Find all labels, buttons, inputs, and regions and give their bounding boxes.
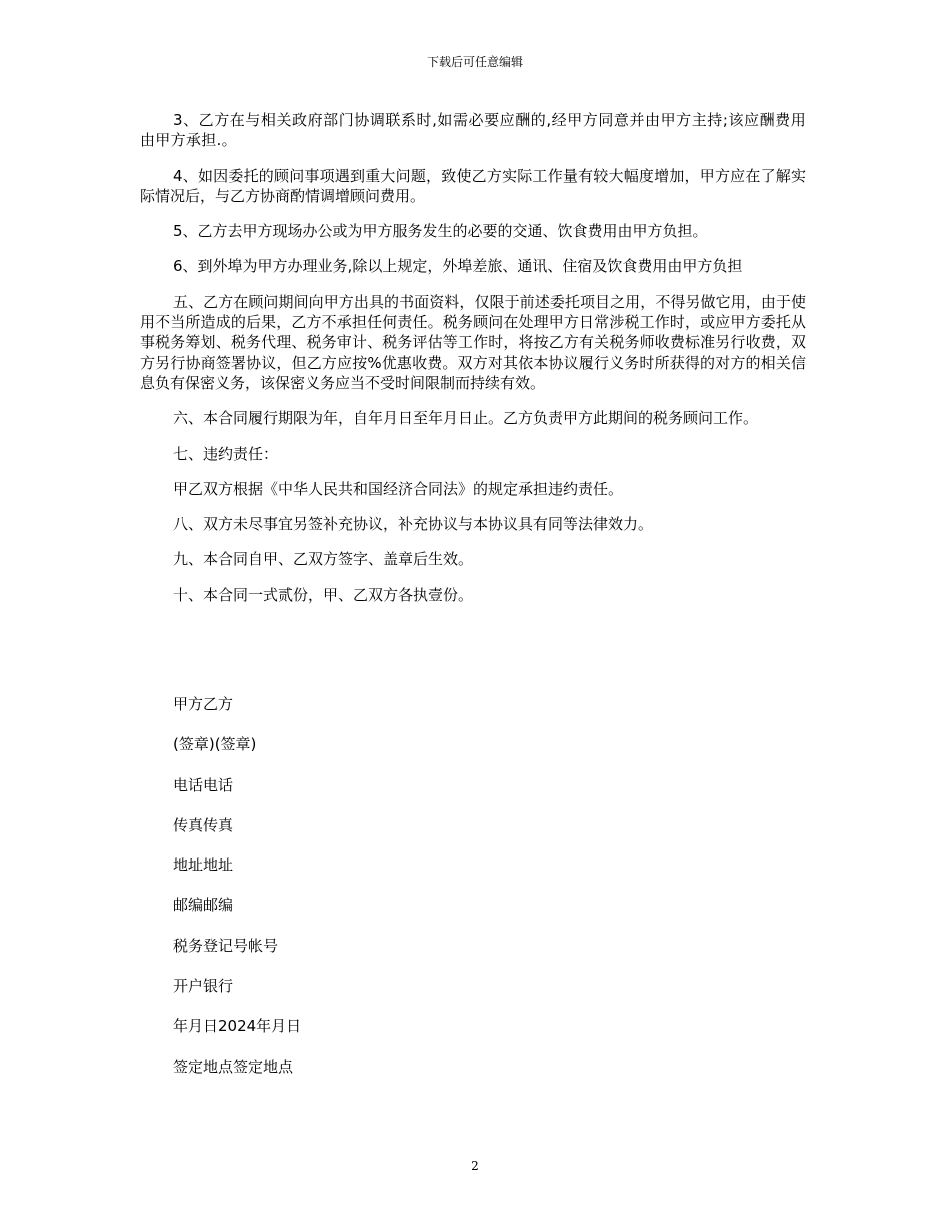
- signature-parties: 甲方乙方: [173, 695, 234, 713]
- page-number: 2: [471, 1159, 479, 1173]
- contract-body: [140, 110, 806, 620]
- signature-tax-account: 税务登记号帐号: [173, 936, 279, 955]
- article-9-effectiveness: 九、本合同自甲、乙双方签字、盖章后生效。: [173, 550, 474, 569]
- clause-6-travel-expenses: 6、到外埠为甲方办理业务,除以上规定，外埠差旅、通讯、住宿及饮食费用由甲方负担: [173, 257, 743, 276]
- article-5-written-materials: 五、乙方在顾问期间向甲方出具的书面资料，仅限于前述委托项目之用，不得另做它用，由于使用不当所造成的后果，乙方不承担任何责任。税务顾问在处理甲方日常涉税工作时，或应甲方委托从事税务筹划、税务代理、税务审计、税务评估等工作时，将按乙方有关税务师收费标准另行收费，双方另行协商签署协议，但乙方应按%优惠收费。双方对其依本协议履行义务时所获得的对方的相关信息负有保密义务，该保密义务应当不受时间限制而持续有效。: [140, 292, 806, 392]
- signature-postcode: 邮编邮编: [173, 896, 234, 915]
- clause-4-fee-adjustment: 4、如因委托的顾问事项遇到重大问题，致使乙方实际工作量有较大幅度增加，甲方应在了解实际情况后，与乙方协商酌情调增顾问费用。: [140, 166, 806, 205]
- article-7-liability: 甲乙双方根据《中华人民共和国经济合同法》的规定承担违约责任。: [173, 479, 624, 498]
- signature-fax: 传真传真: [173, 815, 234, 834]
- signature-date: 年月日2024年月日: [173, 1017, 302, 1036]
- signature-block: [173, 694, 673, 1097]
- signature-place: 签定地点签定地点: [173, 1057, 294, 1076]
- signature-bank: 开户银行: [173, 977, 234, 996]
- signature-address: 地址地址: [173, 856, 234, 875]
- article-8-supplementary: 八、双方未尽事宜另签补充协议，补充协议与本协议具有同等法律效力。: [173, 515, 654, 534]
- signature-phone: 电话电话: [173, 775, 234, 794]
- article-6-contract-term: 六、本合同履行期限为年，自年月日至年月日止。乙方负责甲方此期间的税务顾问工作。: [173, 409, 759, 428]
- article-7-heading: 七、违约责任：: [173, 444, 279, 463]
- page-header: 下载后可任意编辑: [426, 55, 523, 69]
- article-10-copies: 十、本合同一式贰份，甲、乙双方各执壹份。: [173, 585, 474, 604]
- clause-5-onsite-expenses: 5、乙方去甲方现场办公或为甲方服务发生的必要的交通、饮食费用由甲方负担。: [173, 222, 708, 241]
- signature-seal: (签章)(签章): [173, 735, 257, 754]
- clause-3-entertainment-expenses: 3、乙方在与相关政府部门协调联系时,如需必要应酬的,经甲方同意并由甲方主持;该应酬费用由甲方承担.。: [140, 111, 806, 150]
